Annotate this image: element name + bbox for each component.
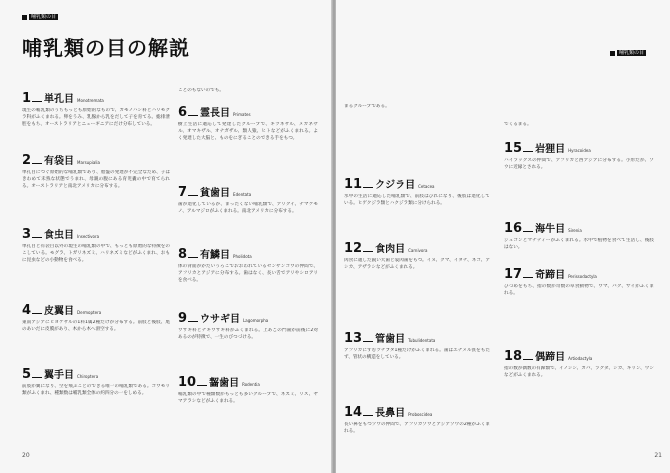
section-6: 6 霊長目 Primates 樹上生活に適応して発達したグループで、キツネザル、メガネザル、オマキザル、オナガザル、類人猿、ヒトなどがふくまれる。よく発達した大脳と、ものをにぎることのできる手をもつ。 [178, 104, 318, 184]
section-16: 16 海牛目 Sirenia ジュゴンとマナティーがふくまれる。水中で植物を食べて生活し、後肢はない。 [504, 220, 654, 274]
continued-paragraph: ことのもないのでも。 [178, 88, 224, 93]
section-12: 12 食肉目 Carnivora 肉食に適した鋭い犬歯と裂肉歯をもつ。イヌ、クマ、イタチ、ネコ、アシカ、アザラシなどがふくまれる。 [344, 240, 490, 314]
continued-paragraph: まるグループである。 [344, 104, 390, 109]
section-body: 前肢が翼になり、空を飛ぶことのできる唯一の哺乳類である。コウモリ類がふくまれ、種類数は哺乳類全体の約四分の一をしめる。 [22, 384, 170, 396]
section-11: 11 クジラ目 Cetacea 水中の生活に適応した哺乳類で、前肢はひれになり、後肢は退化している。ヒゲクジラ類とハクジラ類に分けられる。 [344, 176, 490, 250]
section-body: 哺乳類の中で種類数がもっとも多いグループで、ネズミ、リス、ヤマアラシなどがふくまれる。 [178, 392, 318, 404]
section-body: 歯が退化しているか、まったくない哺乳類で、アリクイ、ナマケモノ、アルマジロがふくまれる。南北アメリカに分布する。 [178, 202, 318, 214]
section-13: 13 管歯目 Tubulidentata アフリカにすむツチブタ1種だけがふくまれる。歯はエナメル質をもたず、管状の構造をしている。 [344, 330, 490, 404]
page-number: 21 [654, 452, 662, 459]
left-page [0, 0, 333, 473]
section-7: 7 貧歯目 Edentata 歯が退化しているか、まったくない哺乳類で、アリクイ、ナマケモノ、アルマジロがふくまれる。南北アメリカに分布する。 [178, 184, 318, 244]
section-4: 4 皮翼目 Dermoptera 東南アジアにヒヨケザルの1科1属2種だけが分布する。前肢と後肢、尾のあいだに皮膜があり、木から木へ滑空する。 [22, 302, 170, 368]
section-body: 体の背面がかたいうろこでおおわれているセンザンコウの仲間で、アフリカとアジアに分布する。歯はなく、長い舌でアリやシロアリを食べる。 [178, 264, 318, 283]
page-number: 20 [22, 452, 30, 459]
section-body: 水中の生活に適応した哺乳類で、前肢はひれになり、後肢は退化している。ヒゲクジラ類とハクジラ類に分けられる。 [344, 194, 490, 206]
page-title: 哺乳類の目の解説 [22, 36, 190, 60]
square-icon [22, 15, 27, 20]
section-body: ハイラックスの仲間で、アフリカと西アジアに分布する。小形だが、ゾウに近縁とされる。 [504, 158, 654, 170]
section-body: 指の数が偶数の有蹄類で、イノシシ、カバ、ラクダ、シカ、キリン、ウシなどがふくまれる。 [504, 366, 654, 378]
header-tag: 哺乳類の目 [610, 50, 646, 56]
section-2: 2 有袋目 Marsupialia 単孔目につぐ原始的な哺乳類であり、胎盤の発達が不完全なため、子はきわめて未熟な状態でうまれ、母親の腹にある育児嚢の中で育てられる。オーストラリアと南北アメリカに分布する。 [22, 152, 170, 218]
section-17: 17 奇蹄目 Perissodactyla ひづめをもち、指の数が奇数の草食動物で、ウマ、バク、サイがふくまれる。 [504, 266, 654, 346]
section-18: 18 偶蹄目 Artiodactyla 指の数が偶数の有蹄類で、イノシシ、カバ、ラクダ、シカ、キリン、ウシなどがふくまれる。 [504, 348, 654, 442]
section-body: 肉食に適した鋭い犬歯と裂肉歯をもつ。イヌ、クマ、イタチ、ネコ、アシカ、アザラシなどがふくまれる。 [344, 258, 490, 270]
section-body: ジュゴンとマナティーがふくまれる。水中で植物を食べて生活し、後肢はない。 [504, 238, 654, 250]
section-body: アフリカにすむツチブタ1種だけがふくまれる。歯はエナメル質をもたず、管状の構造をしている。 [344, 348, 490, 360]
section-14: 14 長鼻目 Proboscidea 長い鼻をもつゾウの仲間で、アフリカゾウとアジアゾウの2種がふくまれる。 [344, 404, 490, 464]
section-body: 現生の哺乳類のうちもっとも原始的なもので、カモノハシ科とハリモグラ科がふくまれる。卵をうみ、乳腺から乳をだして子を育てる。総排泄腔をもち、オーストラリアとニューギニアにだけ分布している。 [22, 108, 170, 127]
continued-paragraph: でくるまる。 [504, 122, 532, 127]
section-body: 東南アジアにヒヨケザルの1科1属2種だけが分布する。前肢と後肢、尾のあいだに皮膜があり、木から木へ滑空する。 [22, 320, 170, 332]
section-body: 単孔目と有袋目以外の現生の哺乳類の中で、もっとも原始的な特徴をのこしている。モグラ、トガリネズミ、ハリネズミなどがふくまれ、おもに昆虫などの小動物を食べる。 [22, 244, 170, 263]
section-15: 15 岩狸目 Hyracoidea ハイラックスの仲間で、アフリカと西アジアに分布する。小形だが、ゾウに近縁とされる。 [504, 140, 654, 206]
section-9: 9 ウサギ目 Lagomorpha ウサギ科とナキウサギ科がふくまれる。上あごの門歯が前後に2対あるのが特徴で、一生のびつづける。 [178, 310, 318, 376]
section-body: 長い鼻をもつゾウの仲間で、アフリカゾウとアジアゾウの2種がふくまれる。 [344, 422, 490, 434]
section-5: 5 翼手目 Chiroptera 前肢が翼になり、空を飛ぶことのできる唯一の哺乳類である。コウモリ類がふくまれ、種類数は哺乳類全体の約四分の一をしめる。 [22, 366, 170, 440]
right-page [336, 0, 670, 473]
header-tag: 哺乳類の目 [22, 14, 58, 20]
section-10: 10 齧歯目 Rodentia 哺乳類の中で種類数がもっとも多いグループで、ネズミ、リス、ヤマアラシなどがふくまれる。 [178, 374, 318, 440]
section-body: 単孔目につぐ原始的な哺乳類であり、胎盤の発達が不完全なため、子はきわめて未熟な状態でうまれ、母親の腹にある育児嚢の中で育てられる。オーストラリアと南北アメリカに分布する。 [22, 170, 170, 189]
section-3: 3 食虫目 Insectivora 単孔目と有袋目以外の現生の哺乳類の中で、もっとも原始的な特徴をのこしている。モグラ、トガリネズミ、ハリネズミなどがふくまれ、おもに昆虫などの小動物を食べる。 [22, 226, 170, 292]
section-body: ウサギ科とナキウサギ科がふくまれる。上あごの門歯が前後に2対あるのが特徴で、一生のびつづける。 [178, 328, 318, 340]
section-8: 8 有鱗目 Pholidota 体の背面がかたいうろこでおおわれているセンザンコウの仲間で、アフリカとアジアに分布する。歯はなく、長い舌でアリやシロアリを食べる。 [178, 246, 318, 312]
section-body: 樹上生活に適応して発達したグループで、キツネザル、メガネザル、オマキザル、オナガザル、類人猿、ヒトなどがふくまれる。よく発達した大脳と、ものをにぎることのできる手をもつ。 [178, 122, 318, 141]
section-body: ひづめをもち、指の数が奇数の草食動物で、ウマ、バク、サイがふくまれる。 [504, 284, 654, 296]
square-icon [610, 51, 615, 56]
section-1: 1 単孔目 Monotremata 現生の哺乳類のうちもっとも原始的なもので、カモノハシ科とハリモグラ科がふくまれる。卵をうみ、乳腺から乳をだして子を育てる。総排泄腔をもち、オーストラリアとニューギニアにだけ分布している。 [22, 90, 170, 150]
